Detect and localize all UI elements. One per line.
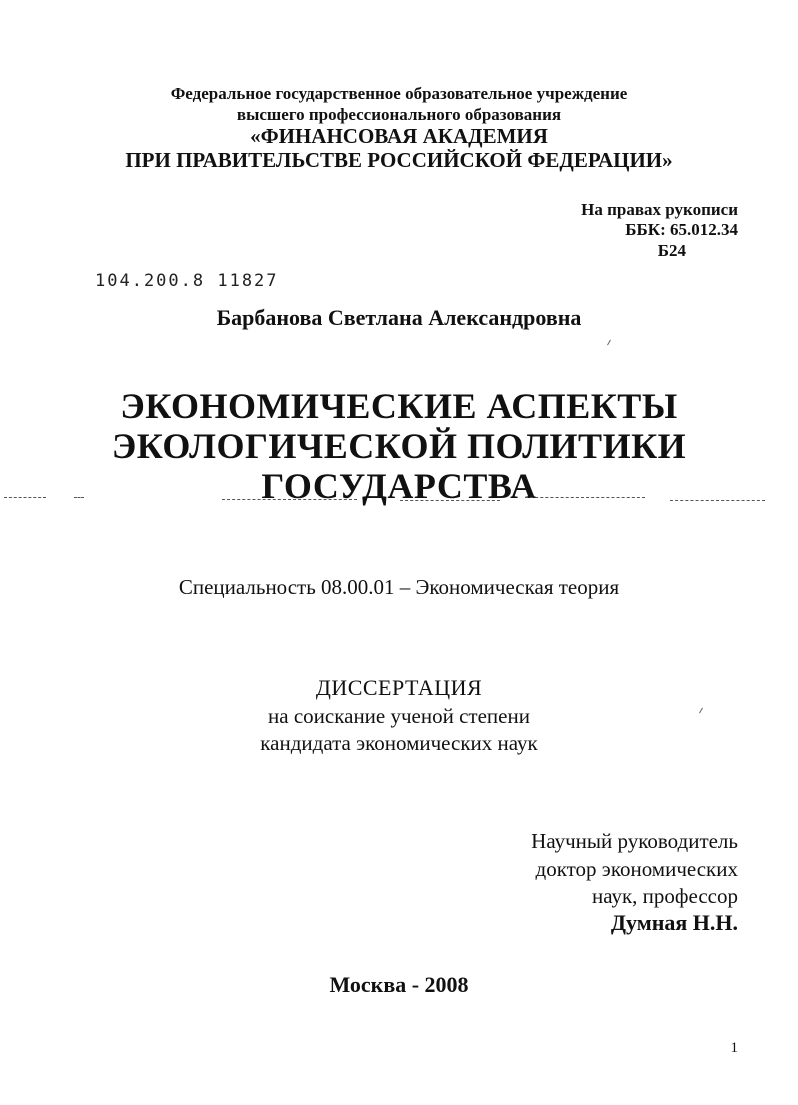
library-stamp-number: 104.200.8 11827 [95, 271, 279, 291]
scan-speck [607, 340, 611, 346]
title-line-3: ГОСУДАРСТВА [261, 466, 537, 506]
dissertation-degree-line-2: кандидата экономических наук [260, 731, 538, 755]
institution-line-1: Федеральное государственное образовательное учреждение [170, 84, 628, 103]
dissertation-degree-line-1: на соискание ученой степени [268, 704, 530, 728]
author-name: Барбанова Светлана Александровна [216, 305, 582, 330]
speciality: Специальность 08.00.01 – Экономическая теория [178, 575, 620, 599]
scan-artifact-line [525, 497, 645, 498]
supervisor-name: Думная Н.Н. [610, 910, 738, 935]
bbk-code: ББК: 65.012.34 [625, 220, 738, 239]
manuscript-rights: На правах рукописи [581, 200, 738, 219]
dissertation-heading: ДИССЕРТАЦИЯ [315, 675, 483, 700]
scan-artifact-line [222, 499, 357, 500]
scan-artifact-line [4, 497, 46, 498]
scan-artifact-line [400, 500, 500, 501]
author-mark-code: Б24 [657, 241, 686, 260]
title-line-1: ЭКОНОМИЧЕСКИЕ АСПЕКТЫ [120, 386, 678, 426]
supervisor-degree-line-2: наук, профессор [591, 884, 738, 908]
institution-line-2: высшего профессионального образования [236, 105, 562, 124]
title-line-2: ЭКОЛОГИЧЕСКОЙ ПОЛИТИКИ [111, 426, 687, 466]
supervisor-degree-line-1: доктор экономических [535, 857, 738, 881]
institution-name-line-2: ПРИ ПРАВИТЕЛЬСТВЕ РОССИЙСКОЙ ФЕДЕРАЦИИ» [125, 148, 673, 172]
scan-artifact-line [74, 497, 84, 498]
city-year: Москва - 2008 [329, 972, 469, 997]
supervisor-role: Научный руководитель [531, 829, 738, 853]
page-number: 1 [730, 1040, 738, 1056]
institution-name-line-1: «ФИНАНСОВАЯ АКАДЕМИЯ [250, 124, 548, 148]
scan-artifact-line [670, 500, 765, 501]
